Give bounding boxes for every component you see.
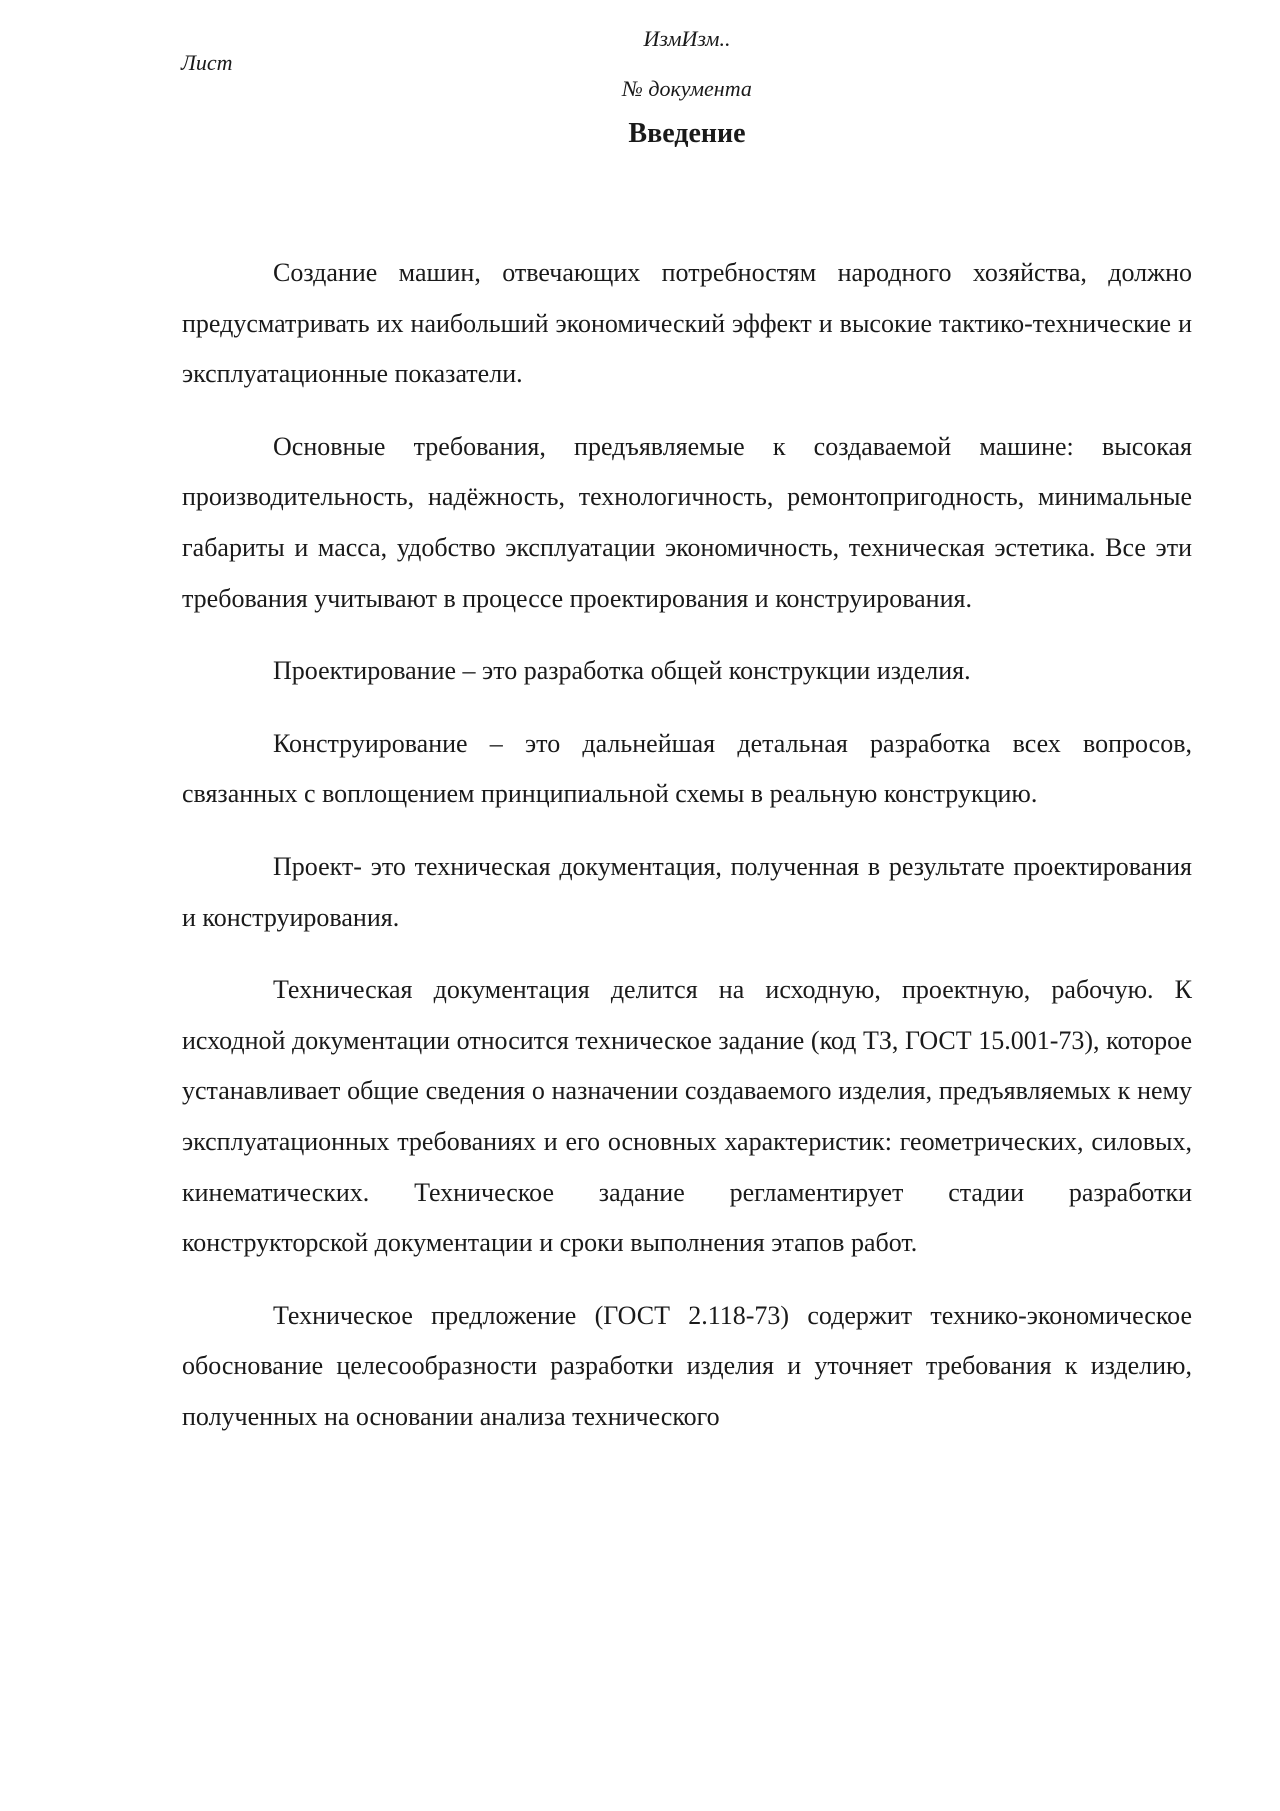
paragraph: Создание машин, отвечающих потребностям народного хозяйства, должно предусматривать их наибольший экономический эффект и высокие тактико-технические и эксплуатационные показатели. <box>182 258 1192 389</box>
header-document-number-label: № документа <box>622 76 752 101</box>
paragraph: Техническая документация делится на исходную, проектную, рабочую. К исходной документации относится техническое задание (код ТЗ, ГОСТ 15.001-73), которое устанавливает общие сведения о назначении создаваемого изделия, предъявляемых к нему эксплуатационных требованиях и его основных характеристик: геометрических, силовых, кинематических. Техническое задание регламентирует стадии разработки конструкторской документации и сроки выполнения этапов работ. <box>182 975 1192 1258</box>
document-body <box>182 248 1192 1464</box>
header-revision-label: ИзмИзм.. <box>643 26 731 51</box>
paragraph: Техническое предложение (ГОСТ 2.118-73) содержит технико-экономическое обоснование целесообразности разработки изделия и уточняет требования к изделию, полученных на основании анализа технического <box>182 1300 1192 1431</box>
page-title: Введение <box>628 118 746 149</box>
paragraph: Основные требования, предъявляемые к создаваемой машине: высокая производительность, надёжность, технологичность, ремонтопригодность, минимальные габариты и масса, удобство эксплуатации экономичность, техническая эстетика. Все эти требования учитывают в процессе проектирования и конструирования. <box>182 431 1192 613</box>
paragraph: Конструирование – это дальнейшая детальная разработка всех вопросов, связанных с воплощением принципиальной схемы в реальную конструкцию. <box>182 728 1192 809</box>
header-sheet-label: Лист <box>181 50 233 75</box>
paragraph: Проект- это техническая документация, полученная в результате проектирования и конструирования. <box>182 851 1192 932</box>
paragraph: Проектирование – это разработка общей конструкции изделия. <box>273 656 971 686</box>
